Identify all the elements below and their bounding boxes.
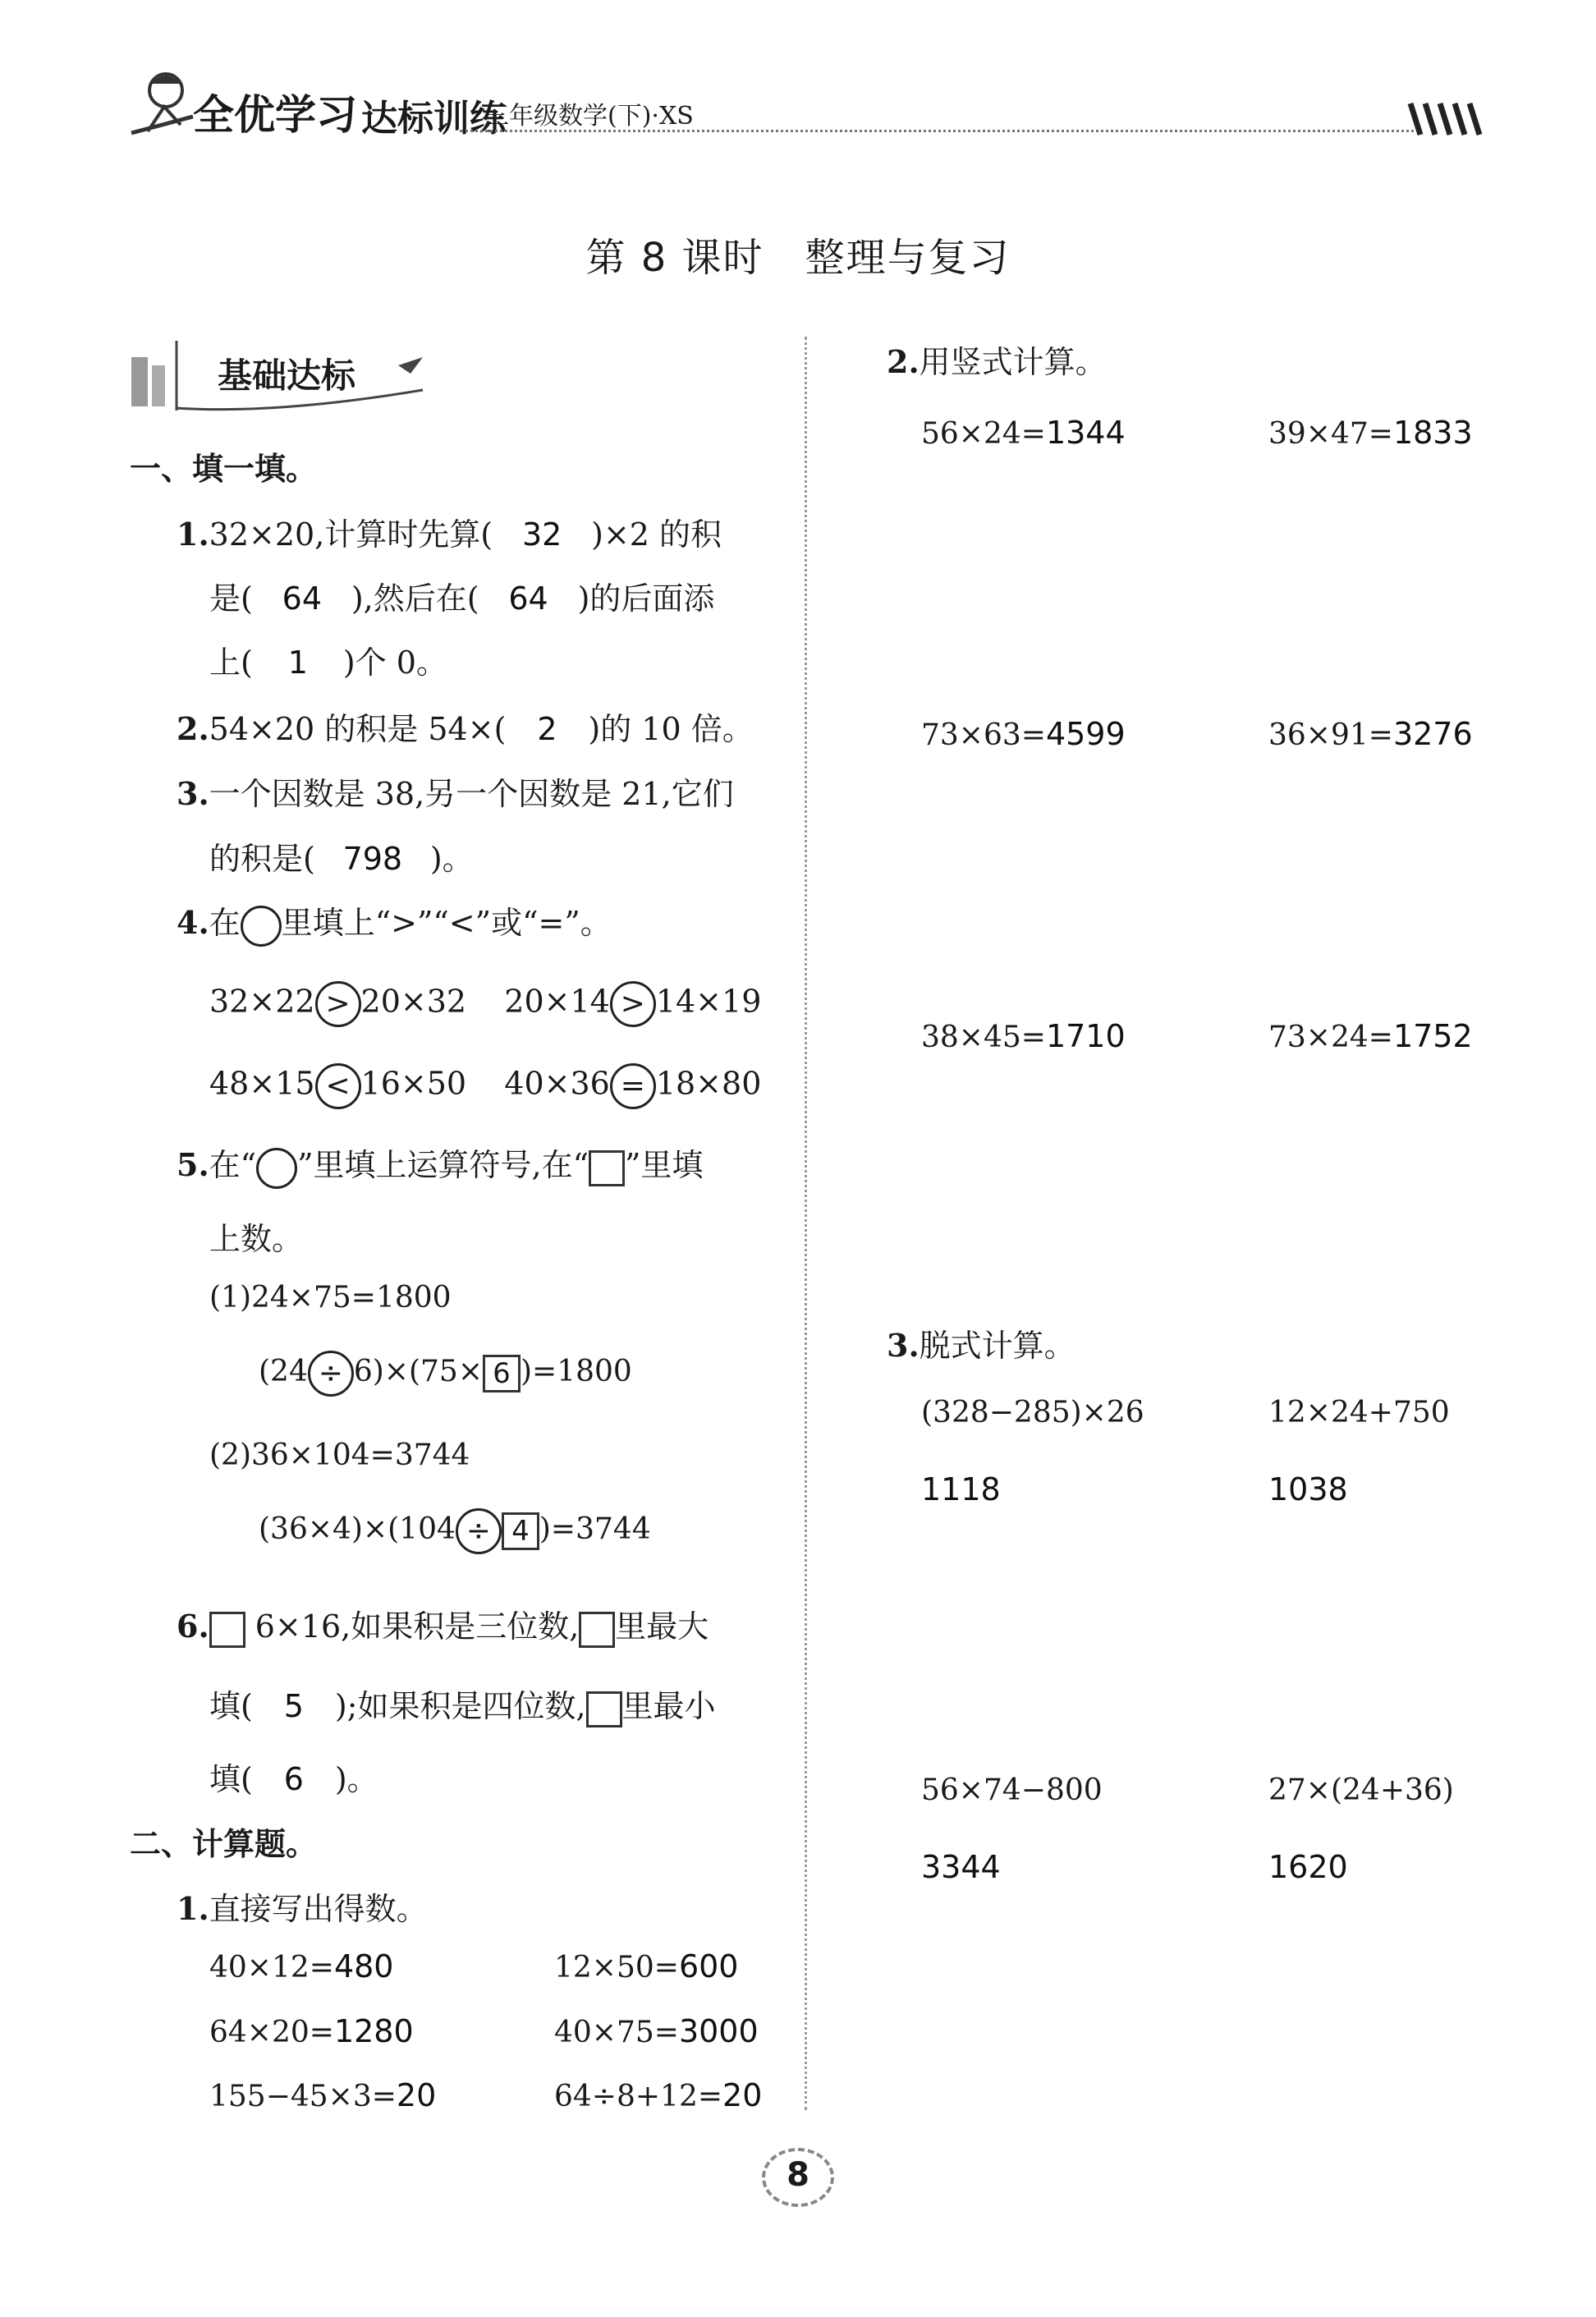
p2-q2-item: 39×47=1833 [1268,415,1473,451]
p2-q1: 1.直接写出得数。 [177,1890,428,1927]
p1-q4-row2: 48×15 < 16×50 40×36 = 18×80 [209,1063,761,1109]
p2-q3: 3.脱式计算。 [887,1327,1075,1364]
p2-q2-item: 56×24=1344 [921,415,1126,451]
p1-q5-part2: (2)36×104=3744 [209,1438,470,1472]
empty-box-icon [589,1150,625,1186]
p2-q1-item: 64÷8+12=20 [554,2077,763,2113]
p2-q2: 2.用竖式计算。 [887,343,1107,380]
p2-q3-expr: (328−285)×26 [921,1396,1144,1429]
p1-q3-line1: 3.一个因数是 38,另一个因数是 21,它们 [177,775,734,812]
p1-q4-row1: 32×22 > 20×32 20×14 > 14×19 [209,981,761,1027]
p1-q1-line2: 是( 64 ),然后在( 64 )的后面添 [209,580,715,617]
page-title: 第 8 课时 整理与复习 [585,235,1011,281]
p1-q6-line1: 6. 6×16,如果积是三位数, 里最大 [177,1601,709,1648]
p2-q1-item: 155−45×3=20 [209,2077,437,2113]
subject-label: 三年级数学(下)·XS [484,102,694,131]
p1-q3-line2: 的积是( 798 )。 [209,841,474,877]
empty-circle-icon [241,906,282,947]
p1-q2: 2.54×20 的积是 54×( 2 )的 10 倍。 [177,710,754,747]
empty-box-icon [209,1612,245,1648]
p2-q3-answer: 3344 [921,1849,1001,1885]
part1-heading: 一、填一填。 [130,451,318,487]
header-dotted-rule [460,130,1420,132]
p1-q5-part1-answer: (24 ÷ 6)×(75× 6 )=1800 [259,1351,632,1397]
p2-q3-answer: 1620 [1268,1849,1348,1885]
p1-q1-line1: 1.32×20,计算时先算( 32 )×2 的积 [177,516,722,553]
p2-q2-item: 73×24=1752 [1268,1018,1473,1054]
column-divider [805,337,807,2110]
p2-q1-item: 40×75=3000 [554,2013,759,2049]
empty-circle-icon [256,1148,297,1189]
p1-q5-part2-answer: (36×4)×(104 ÷ 4 )=3744 [259,1508,651,1554]
part2-heading: 二、计算题。 [130,1826,318,1862]
empty-box-icon [579,1612,615,1648]
p2-q3-answer: 1038 [1268,1471,1348,1507]
p2-q1-item: 12×50=600 [554,1948,739,1984]
p1-q5-line2: 上数。 [209,1221,304,1257]
p2-q3-answer: 1118 [921,1471,1001,1507]
mascot-icon [115,67,205,145]
p2-q2-item: 38×45=1710 [921,1018,1126,1054]
p2-q2-item: 73×63=4599 [921,716,1126,752]
p1-q6-line2: 填( 5 );如果积是四位数, 里最小 [209,1681,716,1727]
p2-q3-expr: 56×74−800 [921,1773,1103,1807]
p2-q3-expr: 12×24+750 [1268,1396,1450,1429]
p1-q6-line3: 填( 6 )。 [209,1761,378,1797]
p1-q5-part1: (1)24×75=1800 [209,1281,452,1314]
empty-box-icon [586,1691,622,1727]
p2-q1-item: 40×12=480 [209,1948,394,1984]
stripes-icon [1404,100,1486,138]
p2-q1-item: 64×20=1280 [209,2013,414,2049]
p1-q5-line1: 5.在“ ”里填上运算符号,在“ ”里填 [177,1140,703,1189]
p2-q3-expr: 27×(24+36) [1268,1773,1454,1807]
p2-q2-item: 36×91=3276 [1268,716,1473,752]
brand-logo: 全优学习 [193,91,357,139]
page-number: 8 [787,2156,809,2194]
banner-label: 基础达标 [218,356,356,396]
p1-q4: 4.在 里填上“>”“<”或“=”。 [177,897,612,947]
p1-q1-line3: 上( 1 )个 0。 [209,645,447,681]
series-title: 达标训练 [361,98,506,140]
